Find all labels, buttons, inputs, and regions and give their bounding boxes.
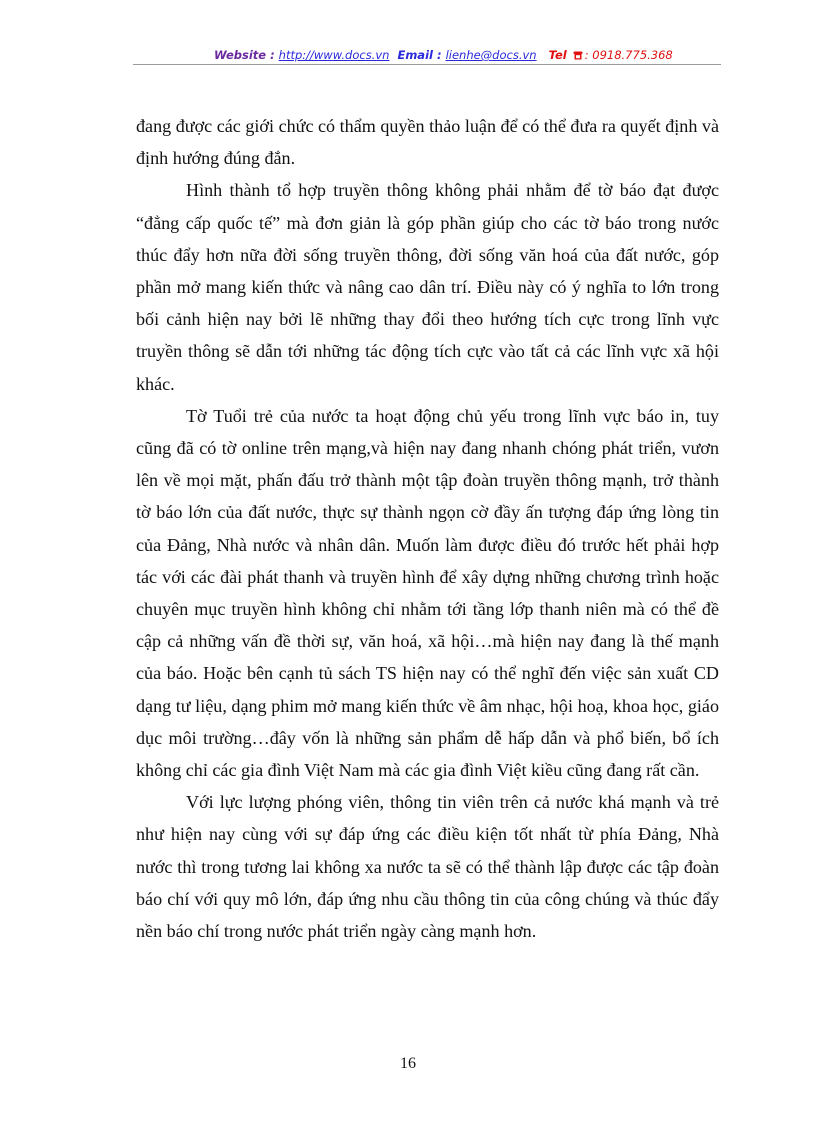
document-body bbox=[136, 110, 719, 947]
page-number: 16 bbox=[400, 1055, 416, 1072]
paragraph: Tờ Tuổi trẻ của nước ta hoạt động chủ yếu trong lĩnh vực báo in, tuy cũng đã có tờ online trên mạng,và hiện nay đang nhanh chóng phát triển, vươn lên về mọi mặt, phấn đấu trở thành một tập đoàn truyền thông mạnh, trở thành tờ báo lớn của đất nước, thực sự thành ngọn cờ đầy ấn tượng đáp ứng lòng tin của Đảng, Nhà nước và nhân dân. Muốn làm được điều đó trước hết phải hợp tác với các đài phát thanh và truyền hình để xây dựng những chương trình hoặc chuyên mục truyền hình không chỉ nhằm tới tầng lớp thanh niên mà có thể đề cập cả những vấn đề thời sự, văn hoá, xã hội…mà hiện nay đang là thế mạnh của báo. Hoặc bên cạnh tủ sách TS hiện nay có thể nghĩ đến việc sản xuất CD dạng tư liệu, dạng phim mở mang kiến thức về âm nhạc, hội hoạ, khoa học, giáo dục môi trường…đây vốn là những sản phẩm dễ hấp dẫn và phổ biến, bổ ích không chỉ các gia đình Việt Nam mà các gia đình Việt kiều cũng đang rất cần. bbox=[136, 405, 719, 781]
paragraph: Với lực lượng phóng viên, thông tin viên trên cả nước khá mạnh và trẻ như hiện nay cùng với sự đáp ứng các điều kiện tốt nhất từ phía Đảng, Nhà nước thì trong tương lai không xa nước ta sẽ có thể thành lập được các tập đoàn báo chí với quy mô lớn, đáp ứng nhu cầu thông tin của công chúng và thúc đẩy nền báo chí trong nước phát triển ngày càng mạnh hơn. bbox=[136, 792, 719, 942]
website-label: Website : bbox=[214, 48, 279, 62]
paragraph: đang được các giới chức có thẩm quyền thảo luận để có thể đưa ra quyết định và định hướng đúng đắn. bbox=[136, 116, 719, 169]
paragraph: Hình thành tổ hợp truyền thông không phải nhằm để tờ báo đạt được “đẳng cấp quốc tế” mà đơn giản là góp phần giúp cho các tờ báo trong nước thúc đẩy hơn nữa đời sống truyền thông, đời sống văn hoá của đất nước, góp phần mở mang kiến thức và nâng cao dân trí. Điều này có ý nghĩa to lớn trong bối cảnh hiện nay bởi lẽ những thay đổi theo hướng tích cực trong lĩnh vực truyền thông sẽ dẫn tới những tác động tích cực vào tất cả các lĩnh vực xã hội khác. bbox=[136, 180, 719, 394]
email-link[interactable]: lienhe@docs.vn bbox=[445, 48, 537, 62]
email-label: Email bbox=[397, 48, 433, 62]
telephone-icon bbox=[573, 49, 583, 58]
tel-label: Tel bbox=[548, 48, 567, 62]
header-divider bbox=[133, 64, 721, 65]
page-header bbox=[214, 48, 673, 62]
tel-value: : 0918.775.368 bbox=[584, 48, 673, 62]
website-link[interactable]: http://www.docs.vn bbox=[278, 48, 390, 62]
email-separator: : bbox=[432, 48, 446, 62]
